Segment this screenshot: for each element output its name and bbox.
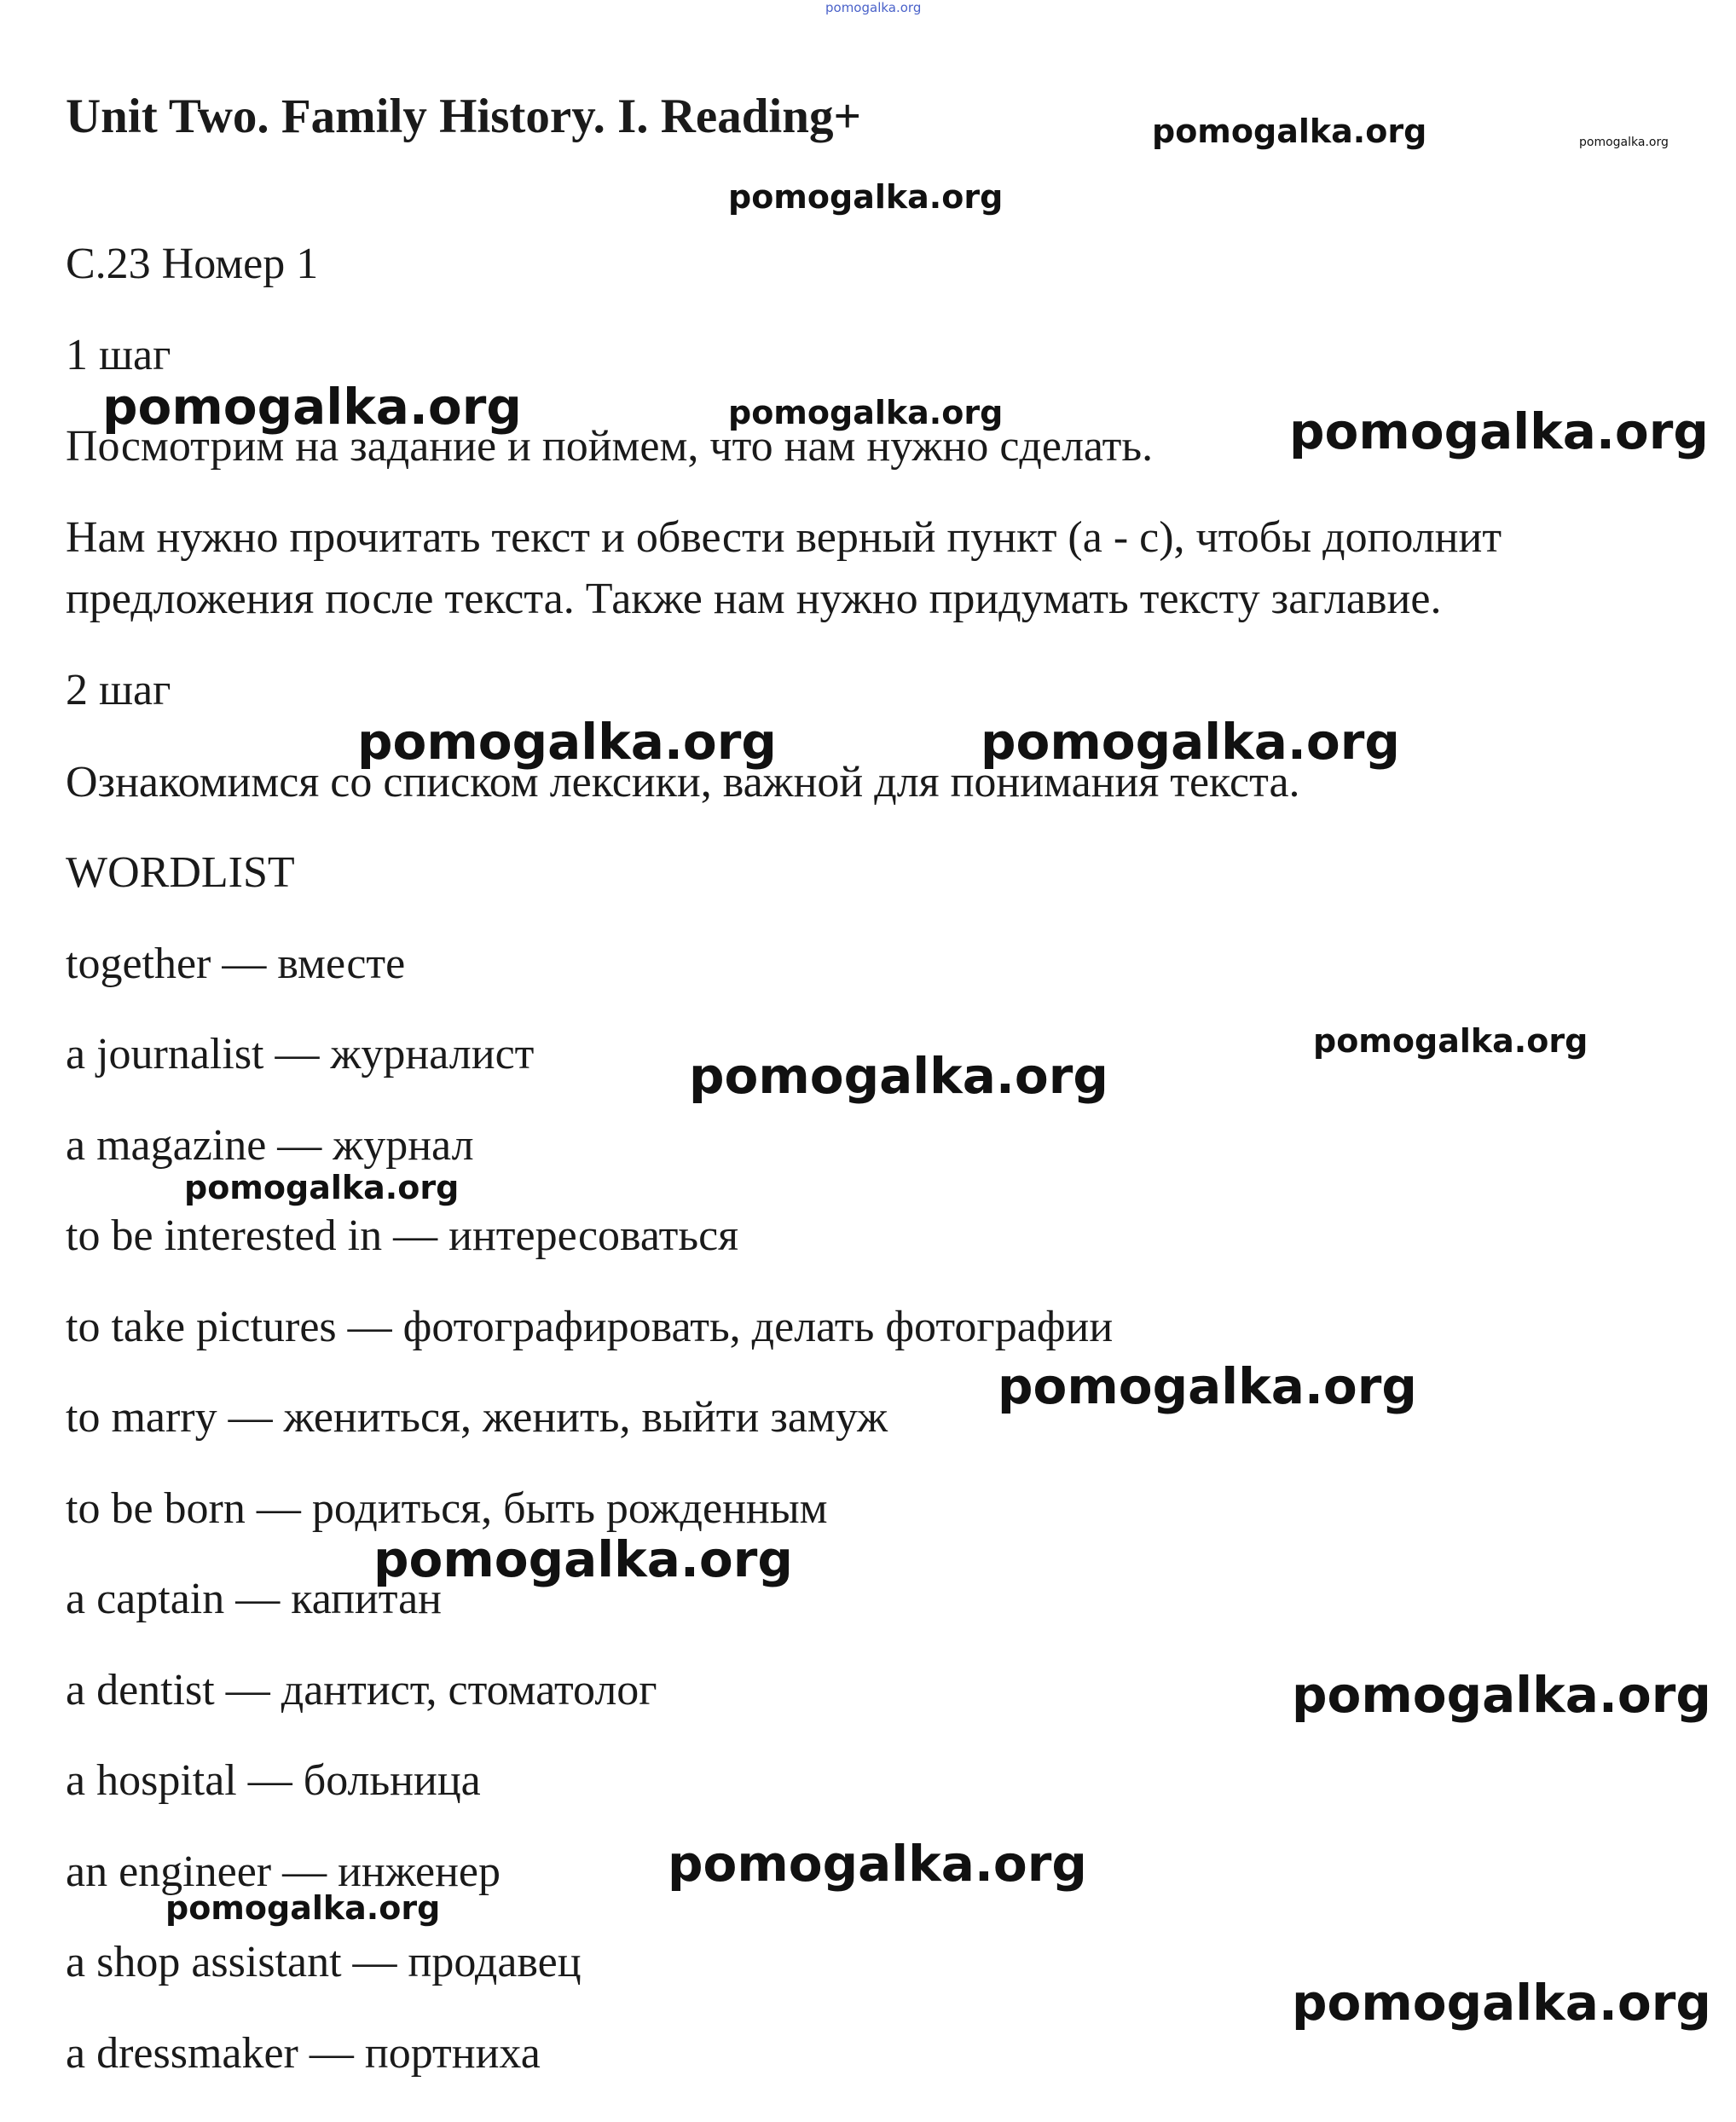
watermark: pomogalka.org [373,1530,793,1588]
watermark: pomogalka.org [825,0,922,15]
wordlist-heading: WORDLIST [66,848,295,897]
wordlist-item: a dressmaker — портниха [66,2029,541,2078]
step-1-task-line-1: Нам нужно прочитать текст и обвести верный пункт (a - c), чтобы дополнит [66,513,1502,562]
watermark: pomogalka.org [1579,136,1669,149]
wordlist-item: a dentist — дантист, стоматолог [66,1666,657,1714]
wordlist-item: to take pictures — фотографировать, делать фотографии [66,1303,1114,1351]
step-1-intro: Посмотрим на задание и поймем, что нам нужно сделать. [66,422,1154,471]
watermark: pomogalka.org [184,1169,460,1206]
watermark: pomogalka.org [728,178,1004,216]
wordlist-item: to be born — родиться, быть рожденным [66,1484,828,1533]
wordlist-item: together — вместе [66,940,406,988]
wordlist-item: to marry — жениться, женить, выйти замуж [66,1393,888,1442]
watermark: pomogalka.org [357,713,777,771]
wordlist-item: to be interested in — интересоваться [66,1211,739,1260]
watermark: pomogalka.org [668,1835,1087,1893]
page-reference: С.23 Номер 1 [66,240,319,288]
watermark: pomogalka.org [1313,1022,1588,1060]
wordlist-item: a journalist — журналист [66,1030,535,1078]
wordlist-item: a hospital — больница [66,1756,481,1805]
step-1-label: 1 шаг [66,331,171,379]
watermark: pomogalka.org [1152,113,1427,150]
watermark: pomogalka.org [981,713,1400,771]
wordlist-item: a captain — капитан [66,1575,443,1623]
watermark: pomogalka.org [1292,1666,1711,1724]
wordlist-item: a shop assistant — продавец [66,1938,582,1986]
step-2-label: 2 шаг [66,666,171,714]
step-1-task-line-2: предложения после текста. Также нам нужно придумать тексту заглавие. [66,575,1442,623]
watermark: pomogalka.org [102,378,522,436]
wordlist-item: a magazine — журнал [66,1121,474,1170]
watermark: pomogalka.org [998,1357,1417,1415]
watermark: pomogalka.org [1292,1974,1711,2032]
watermark: pomogalka.org [1289,402,1709,460]
wordlist-item: an engineer — инженер [66,1847,501,1896]
step-2-intro: Ознакомимся со списком лексики, важной для понимания текста. [66,758,1300,807]
watermark: pomogalka.org [728,394,1004,431]
page-title: Unit Two. Family History. I. Reading+ [66,90,861,143]
watermark: pomogalka.org [689,1047,1108,1105]
watermark: pomogalka.org [165,1889,441,1927]
